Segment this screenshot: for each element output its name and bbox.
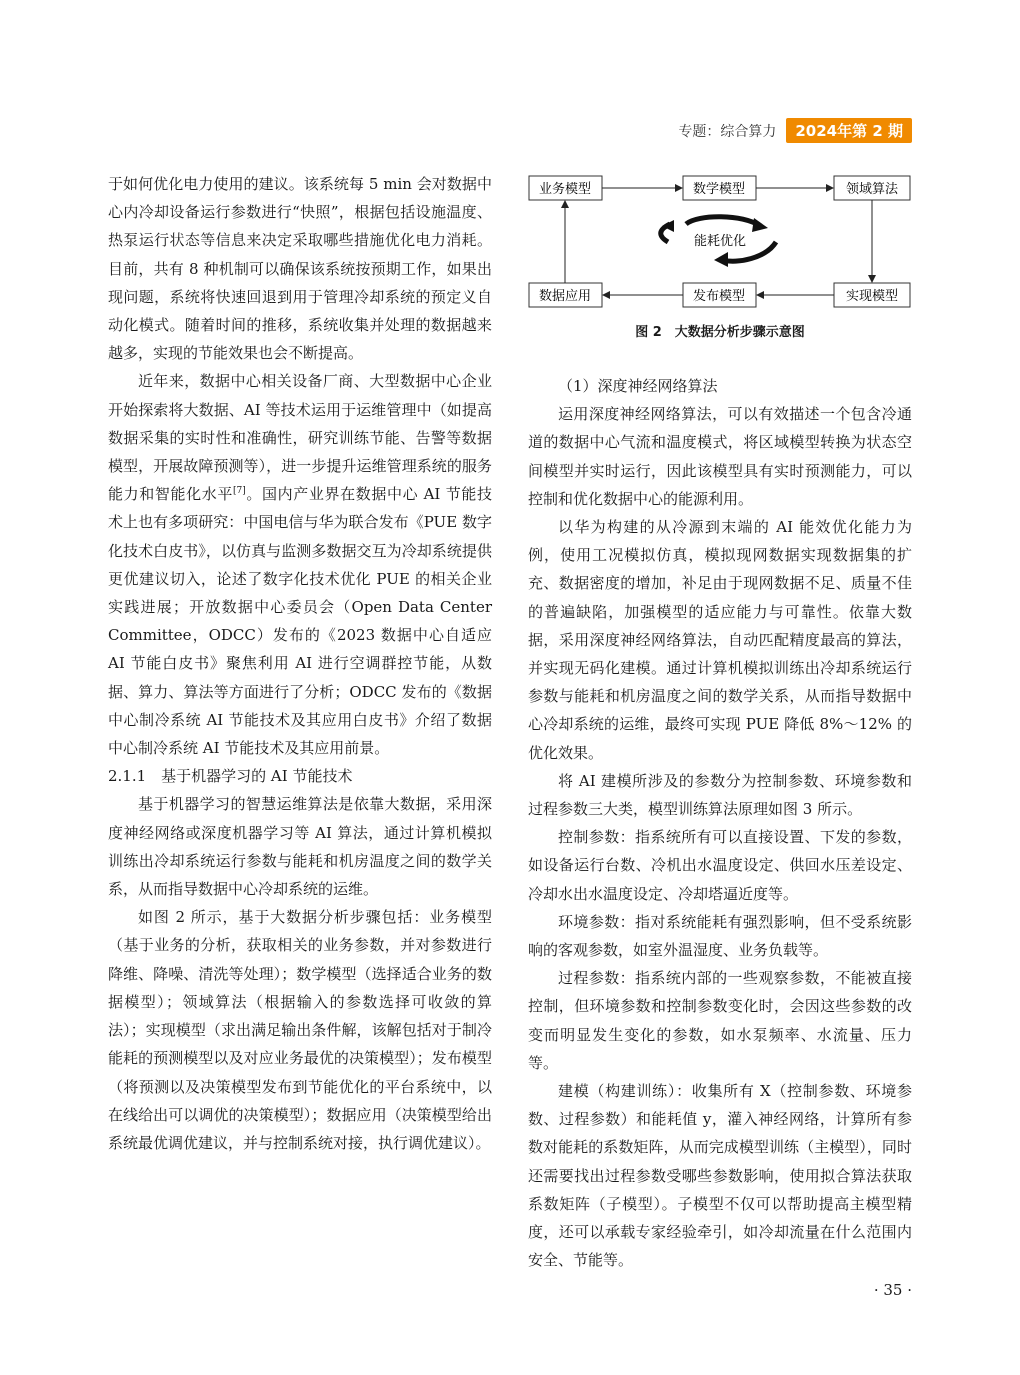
box-release-model: [683, 283, 756, 307]
section-heading: 2.1.1 基于机器学习的 AI 节能技术: [108, 767, 353, 786]
paragraph: 运用深度神经网络算法，可以有效描述一个包含冷通道的数据中心气流和温度模式，将区域模型转换为状态空间模型并实时运行，因此该模型具有实时预测能力，可以控制和优化数据中心的能源利用。: [528, 405, 912, 508]
paragraph: 环境参数：指对系统能耗有强烈影响，但不受系统影响的客观参数，如室外温湿度、业务负载等。: [528, 912, 912, 960]
paragraph: 建模（构建训练）：收集所有 X（控制参数、环境参数、过程参数）和能耗值 y，灌入神经网络，计算所有参数对能耗的系数矩阵，从而完成模型训练（主模型），同时还需要找出过程参数受哪些参数影响，使用拟合算法获取系数矩阵（子模型）。子模型不仅可以帮助提高主模型精度，还可以承载专家经验牵引，如冷却流量在什么范围内安全、节能等。: [528, 1082, 912, 1270]
paragraph: 基于机器学习的智慧运维算法是依靠大数据，采用深度神经网络或深度机器学习等 AI 算法，通过计算机模拟训练出冷却系统运行参数与能耗和机房温度之间的数学关系，从而指导数据中心冷却系统的运维。: [108, 795, 492, 899]
paragraph: 过程参数：指系统内部的一些观察参数，不能被直接控制，但环境参数和控制参数变化时，会因这些参数的改变而明显发生变化的参数，如水泵频率、水流量、压力等。: [528, 969, 912, 1072]
paragraph: 控制参数：指系统所有可以直接设置、下发的参数，如设备运行台数、冷机出水温度设定、供回水压差设定、冷却水出水温度设定、冷却塔逼近度等。: [528, 828, 912, 903]
paragraph: 以华为构建的从冷源到末端的 AI 能效优化能力为例，使用工况模拟仿真，模拟现网数据实现数据集的扩充、数据密度的增加，补足由于现网数据不足、质量不佳的普遍缺陷，加强模型的适应能力与可靠性。依靠大数据，采用深度神经网络算法，自动匹配精度最高的算法，并实现无码化建模。通过计算机模拟训练出冷却系统运行参数与能耗和机房温度之间的数学关系，从而指导数据中心冷却系统的运维，最终可实现 PUE 降低 8%～12% 的优化效果。: [528, 518, 912, 762]
box-implement-model: [834, 283, 910, 307]
box-math-model: [683, 176, 756, 200]
paragraph: [108, 367, 492, 762]
paragraph-text: 近年来，数据中心相关设备厂商、大型数据中心企业开始探索将大数据、AI 等技术运用于运维管理中（如提高数据采集的实时性和准确性，研究训练节能、告警等数据模型，开展故障预测等），进一步提升运维管理系统的服务能力和智能化水平: [108, 372, 492, 504]
box-data-application: [529, 283, 602, 307]
figure-2-diagram: [528, 170, 912, 340]
paragraph: 于如何优化电力使用的建议。该系统每 5 min 会对数据中心内冷却设备运行参数进行“快照”，根据包括设施温度、热泵运行状态等信息来决定采取哪些措施优化电力消耗。目前，共有 8 种机制可以确保该系统按预期工作，如果出现问题，系统将快速回退到用于管理冷却系统的预定义自动化模式。随着时间的推移，系统收集并处理的数据越来越多，实现的节能效果也会不断提高。: [108, 175, 492, 363]
issue-badge: 2024年第 2 期: [786, 118, 912, 143]
paragraph: 将 AI 建模所涉及的参数分为控制参数、环境参数和过程参数三大类，模型训练算法原理如图 3 所示。: [528, 771, 912, 819]
header-topic: 专题：综合算力: [678, 123, 777, 140]
box-label: 发布模型: [692, 289, 746, 304]
box-label: 业务模型: [538, 182, 592, 197]
figure-caption: 图 2 大数据分析步骤示意图: [635, 325, 805, 340]
box-label: 数学模型: [692, 182, 746, 197]
page-number: · 35 ·: [873, 1281, 912, 1299]
center-label: 能耗优化: [693, 234, 747, 249]
paragraph: 如图 2 所示，基于大数据分析步骤包括：业务模型（基于业务的分析，获取相关的业务参数，并对参数进行降维、降噪、清洗等处理）；数学模型（选择适合业务的数据模型）；领域算法（根据输入的参数选择可收敛的算法）；实现模型（求出满足输出条件解，该解包括对于制冷能耗的预测模型以及对应业务最优的决策模型）；发布模型（将预测以及决策模型发布到节能优化的平台系统中，以在线给出可以调优的决策模型）；数据应用（决策模型给出系统最优调优建议，并与控制系统对接，执行调优建议）。: [108, 908, 492, 1152]
box-label: 实现模型: [845, 289, 899, 304]
left-column: [108, 170, 492, 1157]
box-label: 数据应用: [538, 289, 592, 304]
box-business-model: [529, 176, 602, 200]
right-column: [528, 372, 912, 1275]
box-domain-algorithm: [834, 176, 910, 200]
running-header: [678, 118, 912, 143]
citation: [7]: [232, 486, 246, 497]
subheading: （1）深度神经网络算法: [558, 377, 718, 395]
box-label: 领域算法: [845, 182, 899, 197]
paragraph-text: 。国内产业界在数据中心 AI 节能技术上也有多项研究：中国电信与华为联合发布《PUE 数字化技术白皮书》，以仿真与监测多数据交互为冷却系统提供更优建议切入，论述了数字化技术优化 PUE 的相关企业实践进展；开放数据中心委员会（Open Data Center Committee，ODCC）发布的《2023 数据中心自适应 AI 节能白皮书》聚焦利用 AI 进行空调群控节能，从数据、算力、算法等方面进行了分析；ODCC 发布的《数据中心制冷系统 AI 节能技术及其应用白皮书》介绍了数据中心制冷系统 AI 节能技术及其应用前景。: [108, 485, 492, 758]
